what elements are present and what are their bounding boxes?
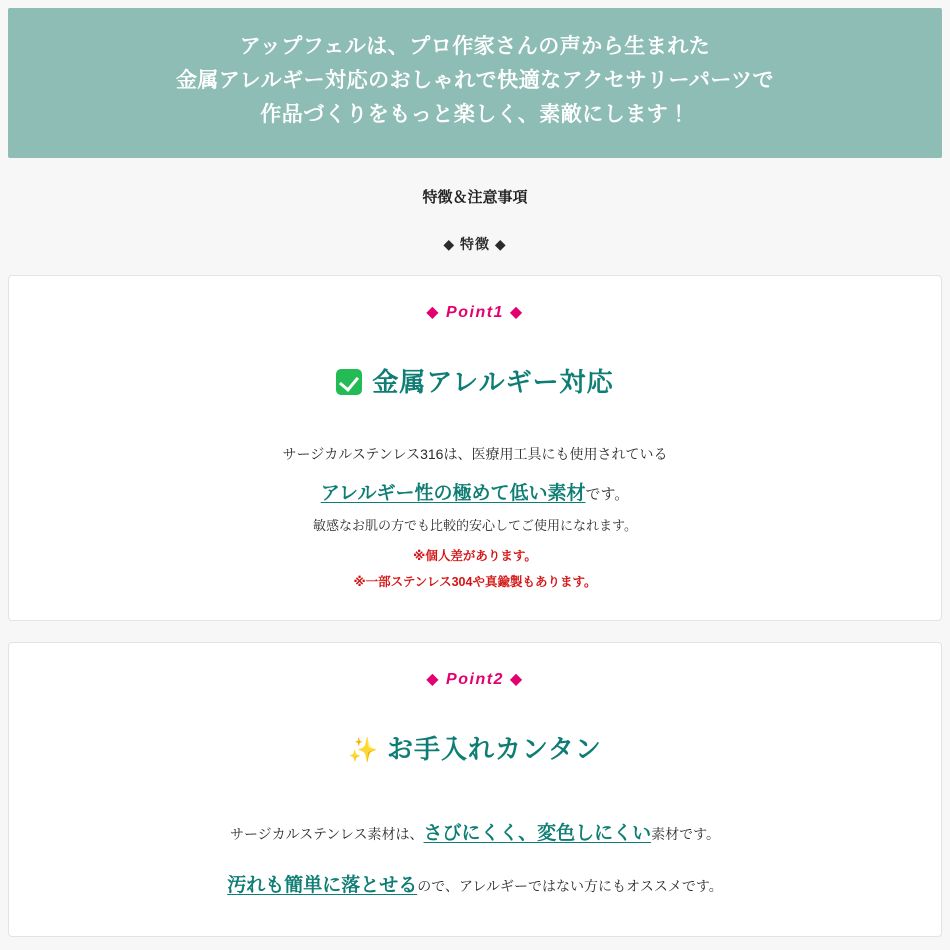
feature-card-point2 xyxy=(8,642,942,937)
point2-line-1-tail: 素材です。 xyxy=(651,826,721,843)
green-check-icon xyxy=(336,369,362,395)
point-label-2: ◆ Point2 ◆ xyxy=(426,671,524,689)
point-heading-1 xyxy=(33,362,917,399)
sparkles-icon: ✨ xyxy=(348,737,379,765)
point1-emphasis-line xyxy=(33,474,917,514)
point1-sub-line: 敏感なお肌の方でも比較的安心してご使用になれます。 xyxy=(313,517,637,533)
point-label-1: ◆ Point1 ◆ xyxy=(426,304,524,322)
point1-emphasis-tail: です。 xyxy=(585,485,630,503)
point-heading-2-text: お手入れカンタン xyxy=(386,734,602,765)
point2-body xyxy=(33,814,917,906)
point2-line-1 xyxy=(33,814,917,854)
section-title: 特徴＆注意事項 xyxy=(422,189,528,207)
point1-body xyxy=(33,441,917,590)
point1-emphasis: アレルギー性の極めて低い素材 xyxy=(320,482,586,504)
point1-line-1: サージカルステンレス316は、医療用工具にも使用されている xyxy=(282,446,668,463)
feature-card-point1 xyxy=(8,275,942,621)
point2-line-1-lead: サージカルステンレス素材は、 xyxy=(229,826,424,843)
hero-line-2: 金属アレルギー対応のおしゃれで快適なアクセサリーパーツで xyxy=(175,69,775,93)
hero-banner xyxy=(8,8,942,158)
point2-emphasis-1: さびにくく、変色しにくい xyxy=(423,823,652,845)
point1-note-1: ※個人差があります。 xyxy=(413,549,537,564)
point2-emphasis-2: 汚れも簡単に落とせる xyxy=(227,875,418,897)
point1-note-2: ※一部ステンレス304や真鍮製もあります。 xyxy=(353,575,597,590)
point2-line-2 xyxy=(33,866,917,906)
point-heading-2 xyxy=(33,729,917,766)
point-heading-1-text: 金属アレルギー対応 xyxy=(372,367,614,398)
point2-line-2-tail: ので、アレルギーではない方にもオススメです。 xyxy=(417,878,723,895)
hero-line-1: アップフェルは、プロ作家さんの声から生まれた xyxy=(239,35,711,58)
hero-line-3: 作品づくりをもっと楽しく、素敵にします！ xyxy=(260,103,690,127)
section-subtitle: ◆ 特徴 ◆ xyxy=(443,236,507,253)
